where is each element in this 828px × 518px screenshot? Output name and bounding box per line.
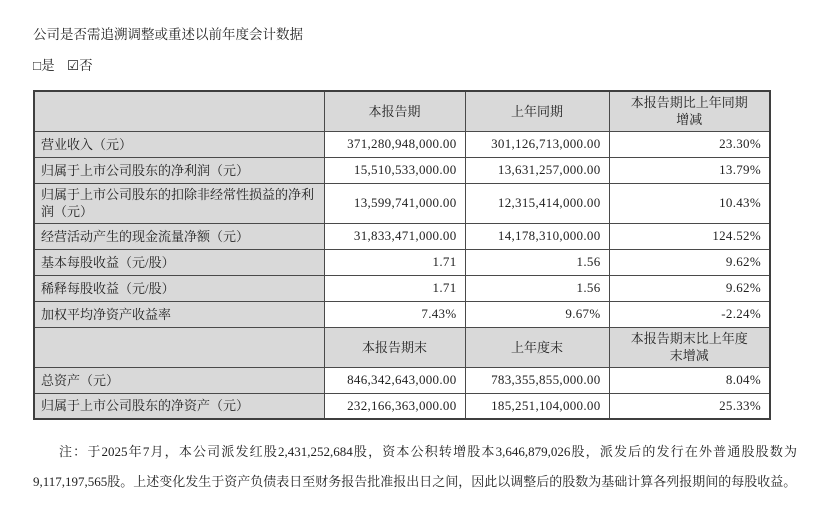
table-row-diluted-eps [34,275,770,301]
table-row-net-assets [34,393,770,419]
value-change: 25.33% [609,393,770,419]
value-change: 13.79% [609,157,770,183]
row-label: 稀释每股收益（元/股） [34,275,324,301]
value-change: 9.62% [609,249,770,275]
value-current: 846,342,643,000.00 [324,367,465,393]
row-label: 经营活动产生的现金流量净额（元） [34,223,324,249]
row-label: 归属于上市公司股东的净利润（元） [34,157,324,183]
value-change: 124.52% [609,223,770,249]
value-prior: 1.56 [465,249,609,275]
value-prior: 1.56 [465,275,609,301]
corner-cell [34,327,324,367]
row-label: 基本每股收益（元/股） [34,249,324,275]
value-change: 23.30% [609,131,770,157]
value-prior: 12,315,414,000.00 [465,183,609,223]
col-header-period-end: 本报告期末 [324,327,465,367]
checkbox-yes: □是 [33,58,55,73]
row-label: 总资产（元） [34,367,324,393]
row-label: 归属于上市公司股东的净资产（元） [34,393,324,419]
section1-header-row [34,91,770,131]
value-current: 1.71 [324,249,465,275]
col-header-current-period: 本报告期 [324,91,465,131]
value-prior: 301,126,713,000.00 [465,131,609,157]
restatement-question: 公司是否需追溯调整或重述以前年度会计数据 [33,27,303,42]
table-row-revenue [34,131,770,157]
table-row-net-profit-excl-nonrecurring [34,183,770,223]
value-current: 31,833,471,000.00 [324,223,465,249]
value-change: 8.04% [609,367,770,393]
value-current: 1.71 [324,275,465,301]
row-label: 归属于上市公司股东的扣除非经常性损益的净利润（元） [34,183,324,223]
value-current: 371,280,948,000.00 [324,131,465,157]
key-financials-table [33,90,771,420]
value-change: 9.62% [609,275,770,301]
table-row-total-assets [34,367,770,393]
corner-cell [34,91,324,131]
row-label: 营业收入（元） [34,131,324,157]
value-current: 7.43% [324,301,465,327]
value-current: 232,166,363,000.00 [324,393,465,419]
col-header-prior-period: 上年同期 [465,91,609,131]
value-current: 15,510,533,000.00 [324,157,465,183]
table-row-basic-eps [34,249,770,275]
checkbox-no-checked: ☑否 [67,58,93,73]
value-prior: 783,355,855,000.00 [465,367,609,393]
row-label: 加权平均净资产收益率 [34,301,324,327]
table-row-operating-cash-flow [34,223,770,249]
table-row-weighted-roe [34,301,770,327]
value-prior: 13,631,257,000.00 [465,157,609,183]
value-prior: 9.67% [465,301,609,327]
col-header-end-change: 本报告期末比上年度末增减 [609,327,770,367]
value-prior: 14,178,310,000.00 [465,223,609,249]
value-current: 13,599,741,000.00 [324,183,465,223]
footnote: 注：于2025年7月，本公司派发红股2,431,252,684股，资本公积转增股本3,646,879,026股，派发后的发行在外普通股股数为9,117,197,565股。上述变化发生于资产负债表日至财务报告批准报出日之间，因此以调整后的股数为基础计算各列报期间的每股收益。 [33,444,797,489]
value-prior: 185,251,104,000.00 [465,393,609,419]
value-change: 10.43% [609,183,770,223]
col-header-prior-year-end: 上年度末 [465,327,609,367]
col-header-change: 本报告期比上年同期增减 [609,91,770,131]
section2-header-row [34,327,770,367]
restatement-options [33,57,797,75]
table-row-net-profit [34,157,770,183]
value-change: -2.24% [609,301,770,327]
